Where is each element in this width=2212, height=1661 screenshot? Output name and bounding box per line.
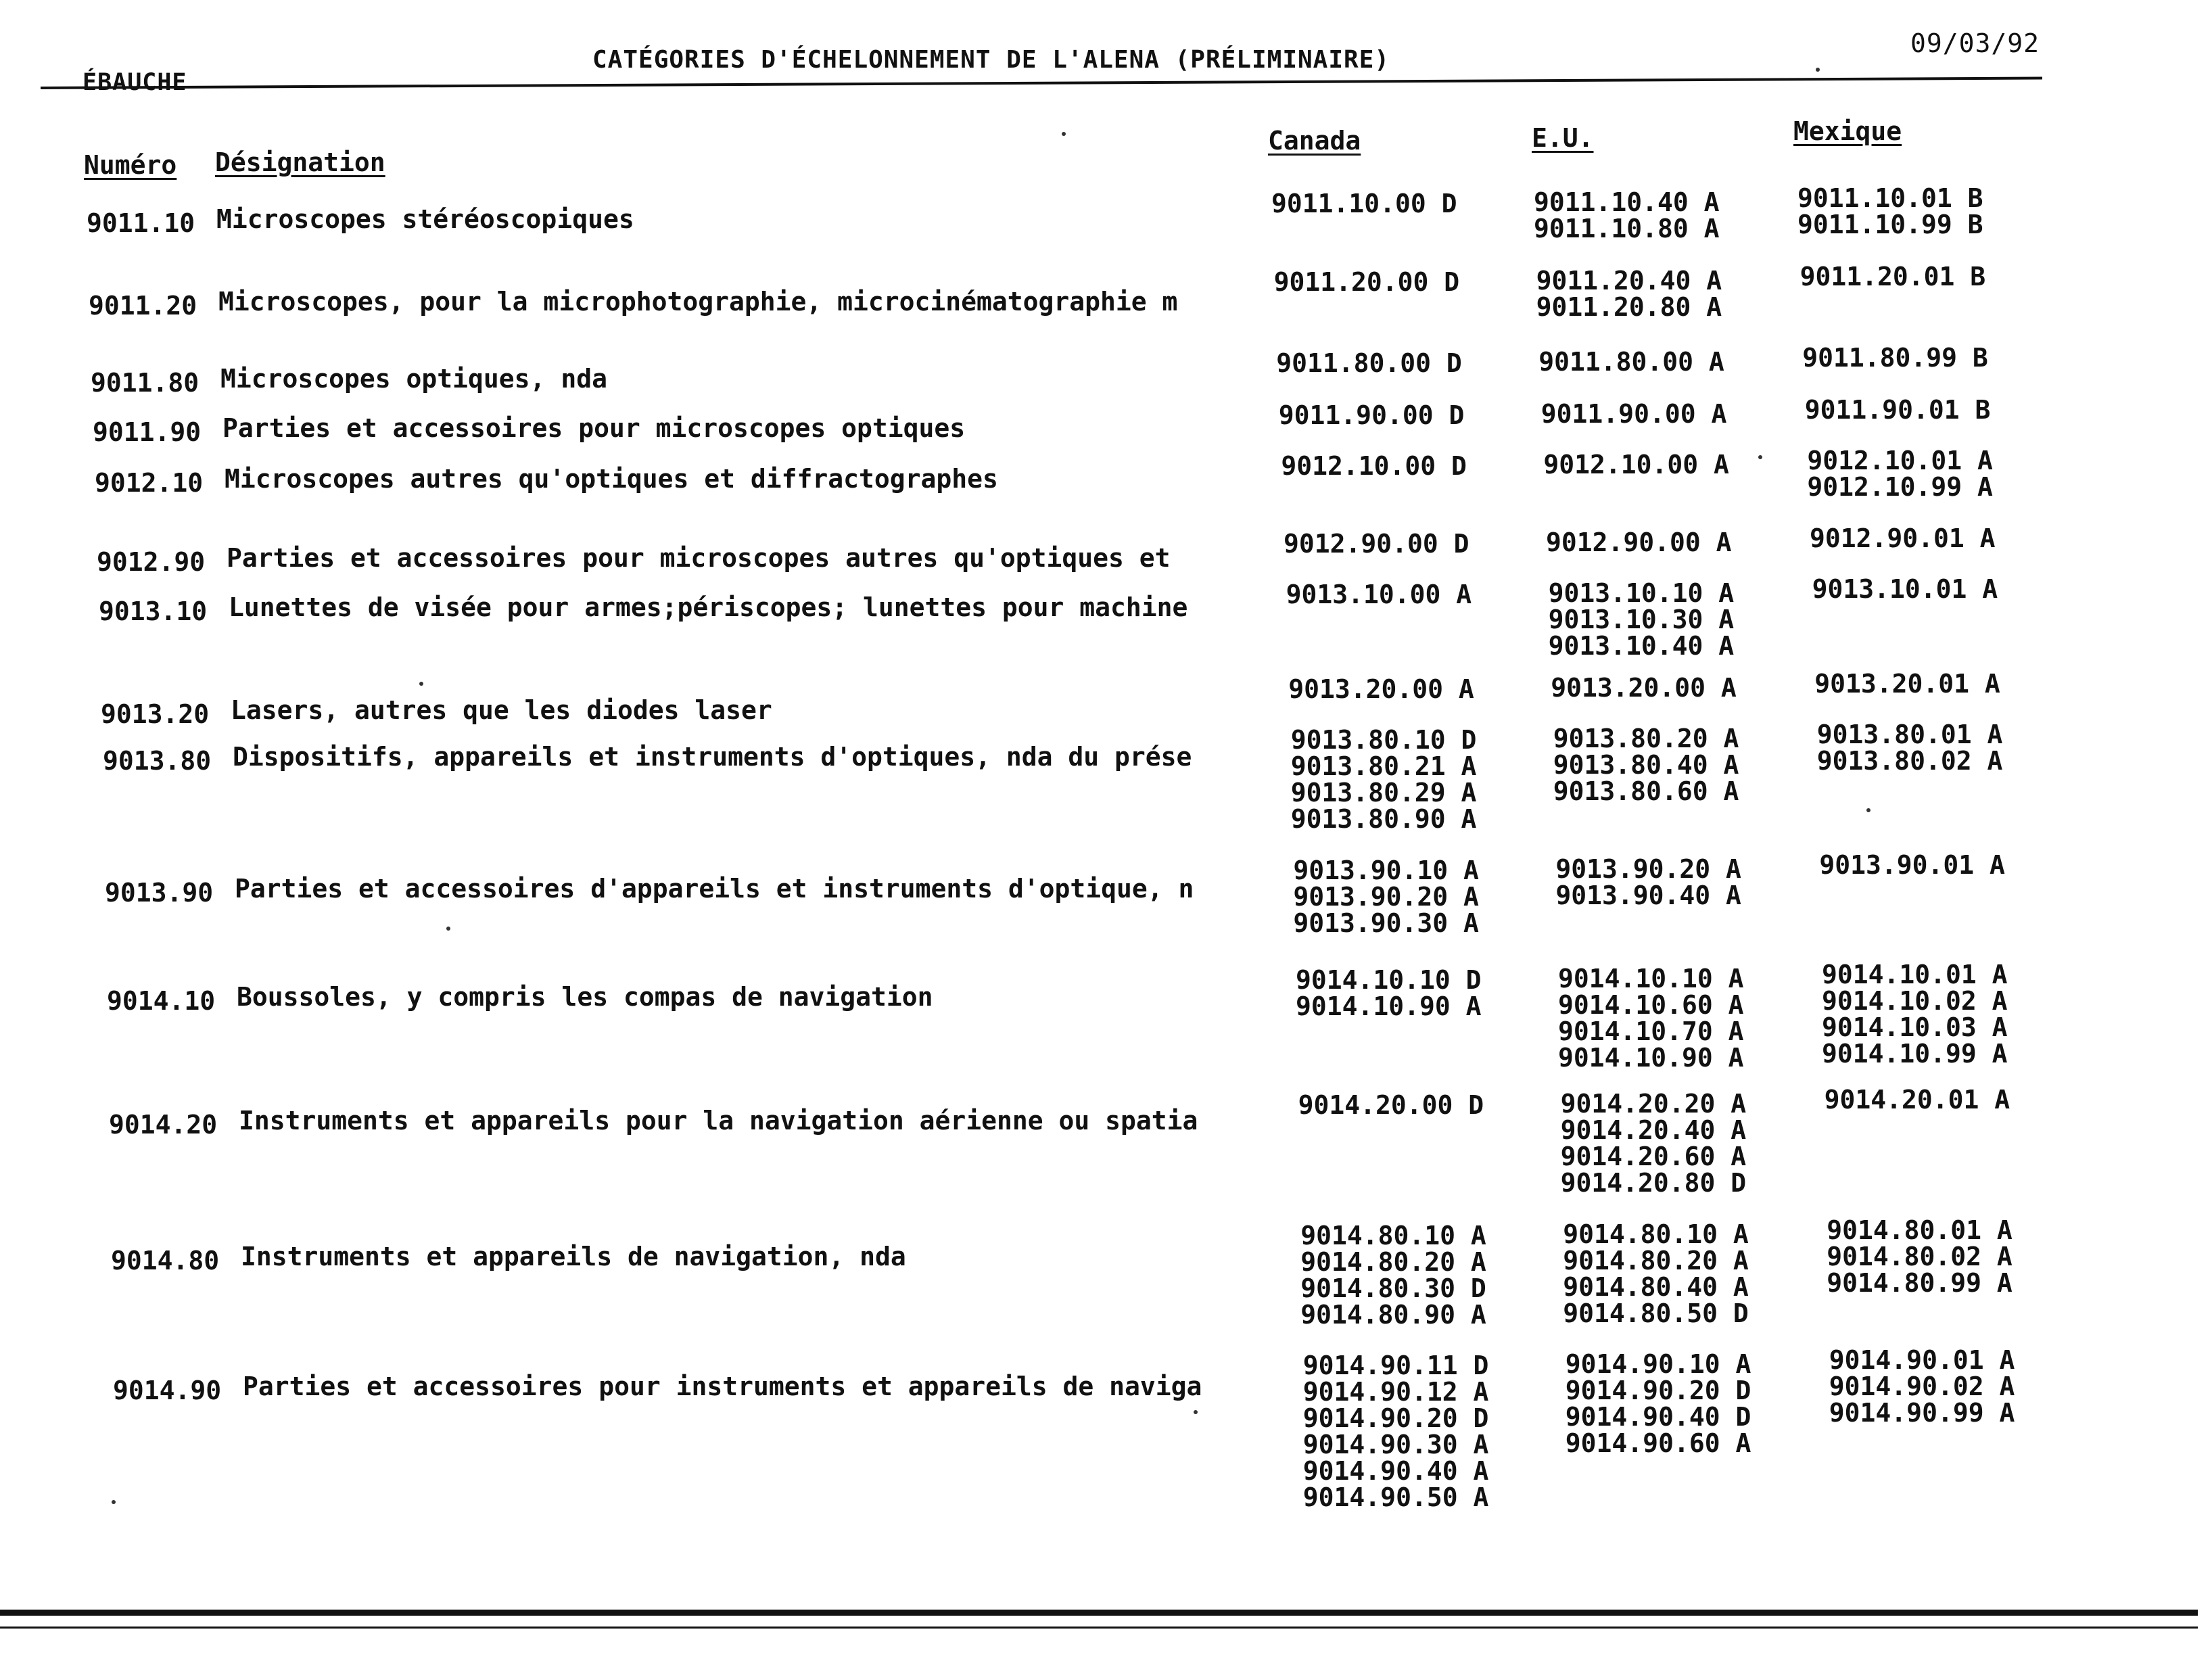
tariff-code: 9014.90.99 A xyxy=(1829,1398,2015,1428)
codes-us xyxy=(1566,1351,1751,1457)
scan-speck xyxy=(1194,1410,1198,1414)
tariff-code: 9014.90.01 A xyxy=(1829,1345,2015,1375)
tariff-code: 9013.20.00 A xyxy=(1551,673,1737,703)
tariff-code: 9014.90.30 A xyxy=(1302,1430,1489,1459)
tariff-code: 9013.90.20 A xyxy=(1293,882,1479,912)
tariff-code: 9013.80.60 A xyxy=(1553,776,1739,806)
codes-us xyxy=(1543,452,1729,478)
tariff-code: 9014.10.90 A xyxy=(1296,991,1482,1021)
tariff-code: 9011.80.99 B xyxy=(1802,343,1988,373)
codes-mexico xyxy=(1814,671,2000,697)
tariff-code: 9014.90.20 D xyxy=(1302,1403,1489,1433)
tariff-code: 9014.80.02 A xyxy=(1827,1242,2013,1271)
codes-canada xyxy=(1303,1353,1489,1511)
row-designation: Parties et accessoires d'appareils et instruments d'optique, n xyxy=(235,874,1194,904)
tariff-code: 9011.90.00 A xyxy=(1540,399,1727,429)
tariff-code: 9011.10.40 A xyxy=(1534,187,1720,217)
tariff-code: 9012.10.00 D xyxy=(1281,451,1467,481)
tariff-code: 9013.80.29 A xyxy=(1290,778,1477,808)
column-header-us: E.U. xyxy=(1532,123,1594,153)
scan-speck xyxy=(446,927,450,931)
table-row xyxy=(0,720,2212,834)
scan-speck xyxy=(1758,455,1762,459)
row-number: 9011.80 xyxy=(91,368,199,398)
codes-canada xyxy=(1298,1092,1484,1119)
codes-mexico xyxy=(1797,185,1983,238)
table-row xyxy=(0,446,2212,502)
table-row xyxy=(0,1345,2212,1512)
codes-canada xyxy=(1293,858,1479,937)
codes-mexico xyxy=(1810,525,1996,552)
codes-mexico xyxy=(1805,397,1991,423)
tariff-code: 9013.10.00 A xyxy=(1286,580,1472,609)
row-designation: Parties et accessoires pour microscopes autres qu'optiques et xyxy=(227,543,1171,573)
codes-us xyxy=(1538,349,1724,375)
tariff-code: 9014.80.99 A xyxy=(1827,1268,2013,1298)
tariff-code: 9011.90.01 B xyxy=(1804,395,1991,425)
tariff-code: 9012.10.00 A xyxy=(1543,450,1729,479)
tariff-code: 9013.80.10 D xyxy=(1290,725,1477,755)
codes-us xyxy=(1541,401,1727,427)
table-row xyxy=(0,523,2212,577)
column-header-number: Numéro xyxy=(84,150,177,180)
codes-canada xyxy=(1274,269,1460,296)
row-designation: Microscopes optiques, nda xyxy=(220,364,607,394)
tariff-code: 9014.80.90 A xyxy=(1300,1300,1486,1330)
tariff-code: 9012.90.00 A xyxy=(1546,528,1732,557)
tariff-code: 9014.80.10 A xyxy=(1563,1219,1749,1249)
tariff-code: 9011.10.99 B xyxy=(1797,210,1983,239)
tariff-code: 9014.10.03 A xyxy=(1822,1012,2008,1042)
codes-mexico xyxy=(1802,345,1988,371)
table-row xyxy=(0,183,2212,243)
row-number: 9013.20 xyxy=(101,699,210,729)
tariff-code: 9014.20.00 D xyxy=(1298,1090,1484,1120)
tariff-code: 9014.80.10 A xyxy=(1300,1221,1486,1250)
codes-canada xyxy=(1279,402,1465,429)
scan-speck xyxy=(419,682,423,686)
tariff-code: 9013.90.30 A xyxy=(1293,908,1479,938)
tariff-code: 9014.10.70 A xyxy=(1558,1016,1744,1046)
row-designation: Parties et accessoires pour instruments et appareils de naviga xyxy=(243,1372,1202,1401)
table-row xyxy=(0,1215,2212,1330)
tariff-code: 9014.90.40 D xyxy=(1565,1402,1751,1432)
codes-mexico xyxy=(1829,1347,2015,1426)
codes-us xyxy=(1536,268,1722,321)
tariff-code: 9012.90.01 A xyxy=(1810,523,1996,553)
tariff-code: 9013.80.21 A xyxy=(1290,751,1477,781)
tariff-code: 9014.90.10 A xyxy=(1565,1349,1751,1379)
row-number: 9013.80 xyxy=(103,746,212,776)
row-number: 9014.80 xyxy=(111,1246,220,1276)
tariff-code: 9014.80.20 A xyxy=(1300,1247,1486,1277)
table-row xyxy=(0,343,2212,398)
tariff-code: 9014.10.10 D xyxy=(1296,965,1482,995)
tariff-code: 9014.80.50 D xyxy=(1563,1299,1749,1328)
codes-mexico xyxy=(1812,576,1998,603)
tariff-code: 9014.80.40 A xyxy=(1563,1272,1749,1302)
row-number: 9014.20 xyxy=(109,1110,218,1140)
draft-label: ÉBAUCHE xyxy=(83,69,187,96)
table-row xyxy=(0,1085,2212,1198)
tariff-code: 9013.80.90 A xyxy=(1290,804,1477,834)
row-number: 9014.10 xyxy=(107,986,216,1016)
codes-canada xyxy=(1300,1223,1486,1328)
scan-speck xyxy=(1816,68,1820,72)
table-row xyxy=(0,395,2212,447)
tariff-code: 9012.90.00 D xyxy=(1284,529,1469,559)
codes-us xyxy=(1549,580,1735,659)
row-number: 9011.10 xyxy=(87,208,195,238)
tariff-code: 9014.20.80 D xyxy=(1560,1168,1747,1198)
codes-us xyxy=(1553,726,1739,805)
row-designation: Instruments et appareils pour la navigation aérienne ou spatia xyxy=(239,1106,1198,1136)
row-number: 9011.20 xyxy=(89,291,197,321)
tariff-code: 9014.90.60 A xyxy=(1565,1428,1751,1458)
tariff-code: 9013.80.01 A xyxy=(1816,720,2003,749)
column-header-designation: Désignation xyxy=(215,147,385,177)
row-designation: Boussoles, y compris les compas de navigation xyxy=(237,982,933,1012)
codes-mexico xyxy=(1819,852,2005,879)
tariff-code: 9014.80.20 A xyxy=(1563,1246,1749,1276)
table-row xyxy=(0,960,2212,1073)
codes-canada xyxy=(1284,531,1469,557)
tariff-code: 9013.90.40 A xyxy=(1555,881,1741,910)
tariff-code: 9014.20.20 A xyxy=(1560,1089,1747,1119)
table-row xyxy=(0,669,2212,729)
codes-us xyxy=(1551,675,1737,701)
tariff-code: 9014.90.11 D xyxy=(1302,1351,1489,1380)
tariff-code: 9014.80.01 A xyxy=(1827,1215,2013,1245)
tariff-code: 9011.20.01 B xyxy=(1799,262,1986,291)
tariff-code: 9013.80.40 A xyxy=(1553,750,1739,780)
tariff-code: 9014.80.30 D xyxy=(1300,1273,1486,1303)
row-designation: Instruments et appareils de navigation, nda xyxy=(241,1242,906,1271)
tariff-code: 9011.20.00 D xyxy=(1273,267,1460,297)
row-designation: Lunettes de visée pour armes;périscopes; lunettes pour machine xyxy=(229,592,1188,622)
scan-speck xyxy=(1062,132,1066,136)
tariff-code: 9011.20.40 A xyxy=(1536,266,1722,296)
scan-speck xyxy=(112,1500,116,1504)
row-number: 9013.10 xyxy=(99,596,208,626)
codes-canada xyxy=(1286,582,1472,608)
row-designation: Microscopes stéréoscopiques xyxy=(216,204,634,234)
row-number: 9012.90 xyxy=(97,547,206,577)
row-designation: Lasers, autres que les diodes laser xyxy=(231,695,772,725)
row-number: 9011.90 xyxy=(93,417,202,447)
tariff-code: 9014.90.40 A xyxy=(1302,1456,1489,1486)
table-row xyxy=(0,574,2212,661)
tariff-code: 9014.10.01 A xyxy=(1822,960,2008,989)
row-designation: Parties et accessoires pour microscopes optiques xyxy=(222,413,966,443)
codes-canada xyxy=(1271,191,1457,217)
tariff-code: 9014.20.40 A xyxy=(1560,1115,1747,1145)
tariff-code: 9013.80.02 A xyxy=(1816,746,2003,776)
tariff-code: 9011.80.00 A xyxy=(1538,347,1724,377)
tariff-code: 9014.10.10 A xyxy=(1558,964,1744,993)
codes-us xyxy=(1555,856,1741,909)
scan-speck xyxy=(1866,808,1870,812)
codes-canada xyxy=(1296,967,1482,1020)
codes-mexico xyxy=(1800,264,1986,290)
codes-mexico xyxy=(1817,722,2003,774)
tariff-code: 9014.10.02 A xyxy=(1822,986,2008,1016)
tariff-code: 9014.10.90 A xyxy=(1558,1043,1744,1073)
tariff-code: 9014.90.50 A xyxy=(1302,1482,1489,1512)
codes-us xyxy=(1546,530,1732,556)
codes-canada xyxy=(1288,676,1474,703)
document-title: CATÉGORIES D'ÉCHELONNEMENT DE L'ALENA (PRÉLIMINAIRE) xyxy=(592,46,1390,74)
codes-canada xyxy=(1276,350,1462,377)
tariff-code: 9011.80.00 D xyxy=(1276,348,1462,378)
tariff-code: 9013.10.01 A xyxy=(1812,574,1998,604)
tariff-code: 9014.90.12 A xyxy=(1302,1377,1489,1407)
codes-us xyxy=(1558,966,1744,1071)
codes-us xyxy=(1561,1091,1747,1196)
row-designation: Dispositifs, appareils et instruments d'optiques, nda du prése xyxy=(233,742,1192,772)
tariff-code: 9014.90.20 D xyxy=(1565,1376,1751,1405)
tariff-code: 9011.90.00 D xyxy=(1278,400,1465,430)
tariff-code: 9014.90.02 A xyxy=(1829,1372,2015,1401)
tariff-code: 9013.80.20 A xyxy=(1553,724,1739,753)
codes-mexico xyxy=(1825,1087,2010,1113)
tariff-code: 9012.10.99 A xyxy=(1807,472,1993,502)
tariff-code: 9014.20.01 A xyxy=(1824,1085,2010,1115)
tariff-code: 9011.10.01 B xyxy=(1797,183,1983,213)
tariff-code: 9014.20.60 A xyxy=(1560,1142,1747,1171)
tariff-code: 9011.10.80 A xyxy=(1534,214,1720,243)
footer-rule-bottom xyxy=(0,1627,2198,1629)
tariff-code: 9013.10.40 A xyxy=(1548,631,1735,661)
document-date: 09/03/92 xyxy=(1910,28,2040,58)
tariff-code: 9011.20.80 A xyxy=(1536,292,1722,322)
row-number: 9013.90 xyxy=(105,878,214,908)
tariff-code: 9014.10.99 A xyxy=(1822,1039,2008,1069)
codes-canada xyxy=(1291,727,1477,833)
column-header-mexico: Mexique xyxy=(1793,116,1902,146)
codes-mexico xyxy=(1827,1217,2013,1296)
tariff-code: 9013.90.01 A xyxy=(1819,850,2005,880)
row-designation: Microscopes autres qu'optiques et diffractographes xyxy=(225,464,998,494)
column-header-canada: Canada xyxy=(1268,126,1361,156)
tariff-code: 9014.10.60 A xyxy=(1558,990,1744,1020)
table-row xyxy=(0,262,2212,322)
footer-rule-top xyxy=(0,1610,2198,1616)
codes-canada xyxy=(1281,453,1467,479)
tariff-code: 9013.90.10 A xyxy=(1293,856,1479,885)
codes-mexico xyxy=(1807,448,1993,500)
row-number: 9014.90 xyxy=(113,1376,222,1405)
tariff-code: 9013.10.30 A xyxy=(1548,605,1735,634)
tariff-code: 9013.20.01 A xyxy=(1814,669,2000,699)
codes-us xyxy=(1534,189,1720,242)
tariff-code: 9011.10.00 D xyxy=(1271,189,1457,218)
row-designation: Microscopes, pour la microphotographie, microcinématographie m xyxy=(218,287,1178,317)
tariff-code: 9013.20.00 A xyxy=(1288,674,1474,704)
row-number: 9012.10 xyxy=(95,468,204,498)
tariff-code: 9013.90.20 A xyxy=(1555,854,1741,884)
tariff-code: 9012.10.01 A xyxy=(1807,446,1993,475)
tariff-code: 9013.10.10 A xyxy=(1548,578,1735,608)
table-row xyxy=(0,850,2212,938)
codes-us xyxy=(1563,1221,1749,1327)
codes-mexico xyxy=(1822,962,2008,1067)
